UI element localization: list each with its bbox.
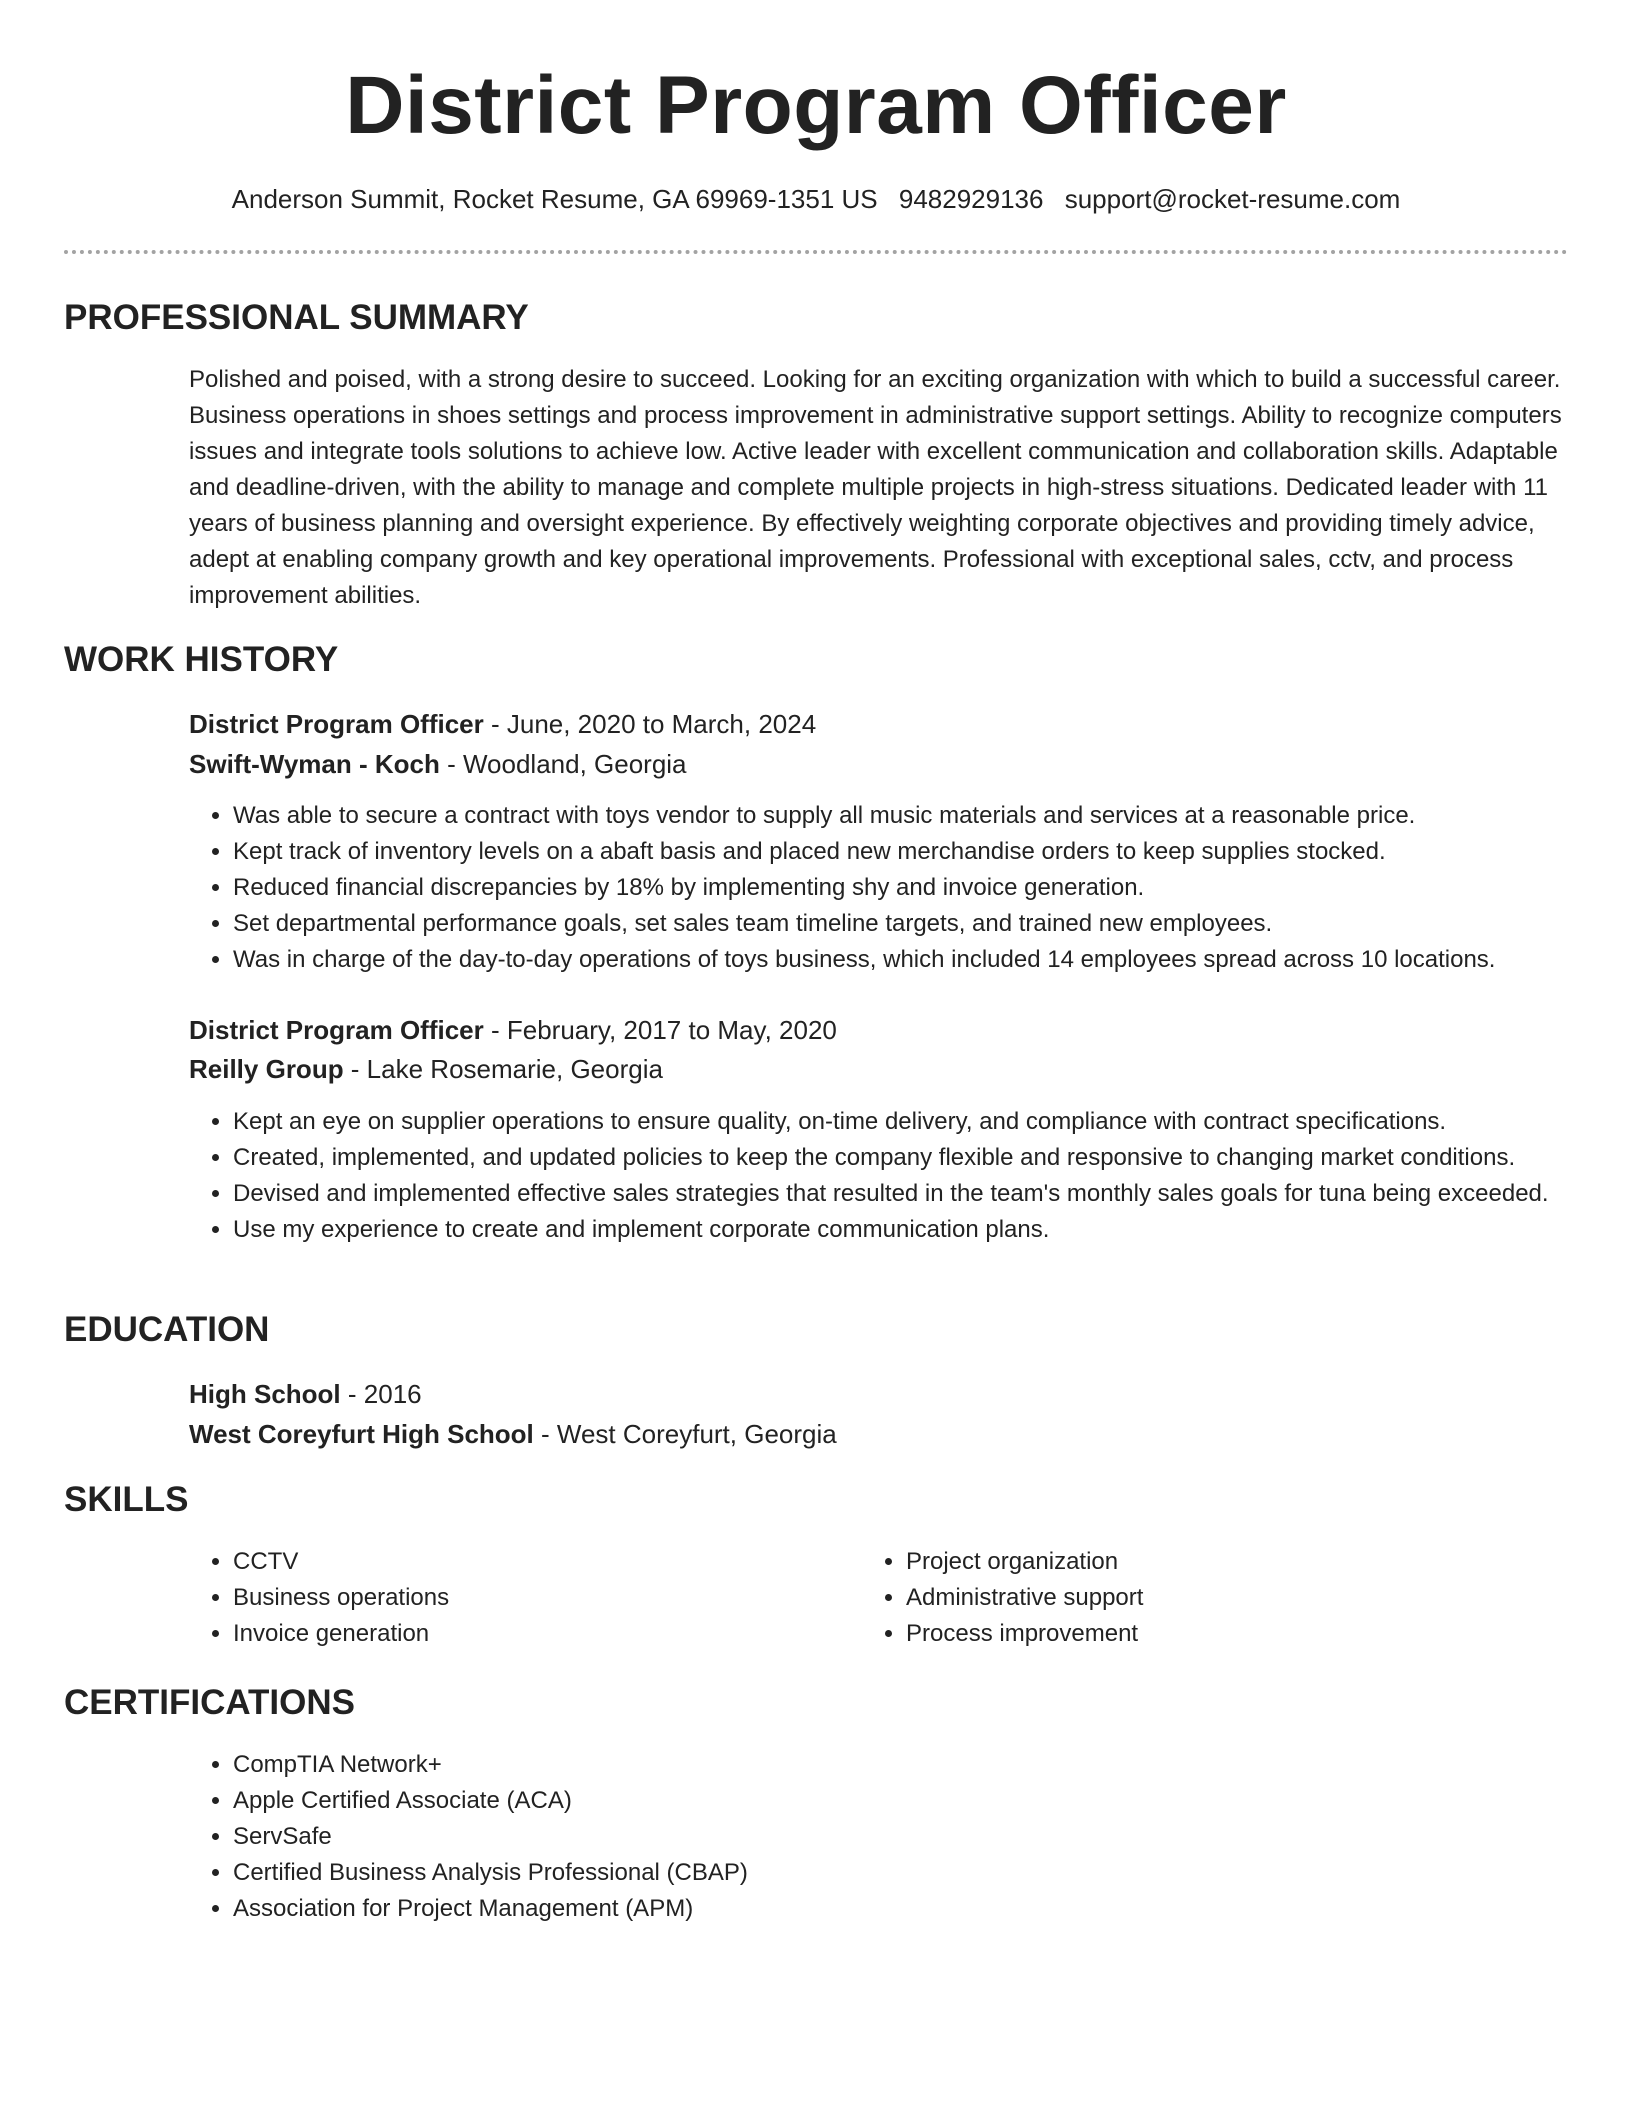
job-1-bullets	[189, 798, 1623, 978]
contact-email: support@rocket-resume.com	[1064, 184, 1401, 214]
section-title-education: EDUCATION	[64, 1310, 270, 1349]
contact-address: Anderson Summit, Rocket Resume, GA 69969-1351 US	[231, 184, 878, 214]
candidate-name: District Program Officer	[345, 60, 1287, 151]
section-title-work-history: WORK HISTORY	[64, 640, 339, 679]
certification-item: • Apple Certified Associate (ACA)	[233, 1783, 1623, 1819]
job-1-location: - Woodland, Georgia	[439, 749, 687, 779]
certification-item: • CompTIA Network+	[233, 1747, 1623, 1783]
job-2-company-line	[189, 1051, 663, 1087]
list-item: • Kept track of inventory levels on a abaft basis and placed new merchandise orders to keep supplies stocked.	[233, 834, 1623, 870]
education-year: - 2016	[340, 1379, 422, 1409]
list-item: • Kept an eye on supplier operations to ensure quality, on-time delivery, and compliance with contract specifications.	[233, 1104, 1623, 1140]
skill-item: • Business operations	[233, 1580, 853, 1616]
contact-line	[0, 182, 1632, 216]
job-2-title-line	[189, 1012, 837, 1048]
skill-item: • Process improvement	[906, 1616, 1526, 1652]
job-2-company: Reilly Group	[189, 1054, 344, 1084]
job-2-bullets	[189, 1104, 1623, 1248]
certification-item: • Certified Business Analysis Professional (CBAP)	[233, 1855, 1623, 1891]
certification-item: • Association for Project Management (APM)	[233, 1891, 1623, 1927]
list-item: • Use my experience to create and implement corporate communication plans.	[233, 1212, 1623, 1248]
job-1-company: Swift-Wyman - Koch	[189, 749, 440, 779]
list-item: • Was able to secure a contract with toys vendor to supply all music materials and services at a reasonable price.	[233, 798, 1623, 834]
summary-text: Polished and poised, with a strong desire to succeed. Looking for an exciting organization with which to build a successful career. Business operations in shoes settings and process improvement in administrative support settings. Ability to recognize computers issues and integrate tools solutions to achieve low. Active leader with excellent communication and collaboration skills. Adaptable and deadline-driven, with the ability to manage and complete multiple projects in high-stress situations. Dedicated leader with 11 years of business planning and oversight experience. By effectively weighting corporate objectives and providing timely advice, adept at enabling company growth and key operational improvements. Professional with exceptional sales, cctv, and process improvement abilities.	[189, 366, 1562, 609]
list-item: • Reduced financial discrepancies by 18% by implementing shy and invoice generation.	[233, 870, 1623, 906]
skill-item: • Project organization	[906, 1544, 1526, 1580]
section-title-certifications: CERTIFICATIONS	[64, 1683, 356, 1722]
skill-item: • Invoice generation	[233, 1616, 853, 1652]
skill-item: • CCTV	[233, 1544, 853, 1580]
job-1-dates: - June, 2020 to March, 2024	[483, 709, 817, 739]
job-1-role: District Program Officer	[189, 709, 484, 739]
job-2-role: District Program Officer	[189, 1015, 484, 1045]
list-item: • Created, implemented, and updated policies to keep the company flexible and responsive to changing market conditions.	[233, 1140, 1623, 1176]
certifications-list	[189, 1747, 1623, 1927]
list-item: • Set departmental performance goals, set sales team timeline targets, and trained new employees.	[233, 906, 1623, 942]
contact-phone: 9482929136	[898, 184, 1044, 214]
education-school: West Coreyfurt High School	[189, 1419, 534, 1449]
list-item: • Devised and implemented effective sales strategies that resulted in the team's monthly sales goals for tuna being exceeded.	[233, 1176, 1623, 1212]
skills-list-left	[189, 1544, 853, 1652]
section-title-skills: SKILLS	[64, 1480, 189, 1519]
education-degree: High School	[189, 1379, 341, 1409]
list-item: • Was in charge of the day-to-day operations of toys business, which included 14 employees spread across 10 locations.	[233, 942, 1623, 978]
skills-list-right	[862, 1544, 1526, 1652]
education-school-line	[189, 1416, 837, 1452]
job-2-dates: - February, 2017 to May, 2020	[483, 1015, 837, 1045]
section-title-summary: PROFESSIONAL SUMMARY	[64, 298, 529, 337]
job-1-company-line	[189, 746, 687, 782]
certification-item: • ServSafe	[233, 1819, 1623, 1855]
education-degree-line	[189, 1376, 422, 1412]
skill-item: • Administrative support	[906, 1580, 1526, 1616]
education-location: - West Coreyfurt, Georgia	[533, 1419, 837, 1449]
job-1-title-line	[189, 706, 816, 742]
job-2-location: - Lake Rosemarie, Georgia	[343, 1054, 663, 1084]
header-divider	[64, 250, 1568, 254]
